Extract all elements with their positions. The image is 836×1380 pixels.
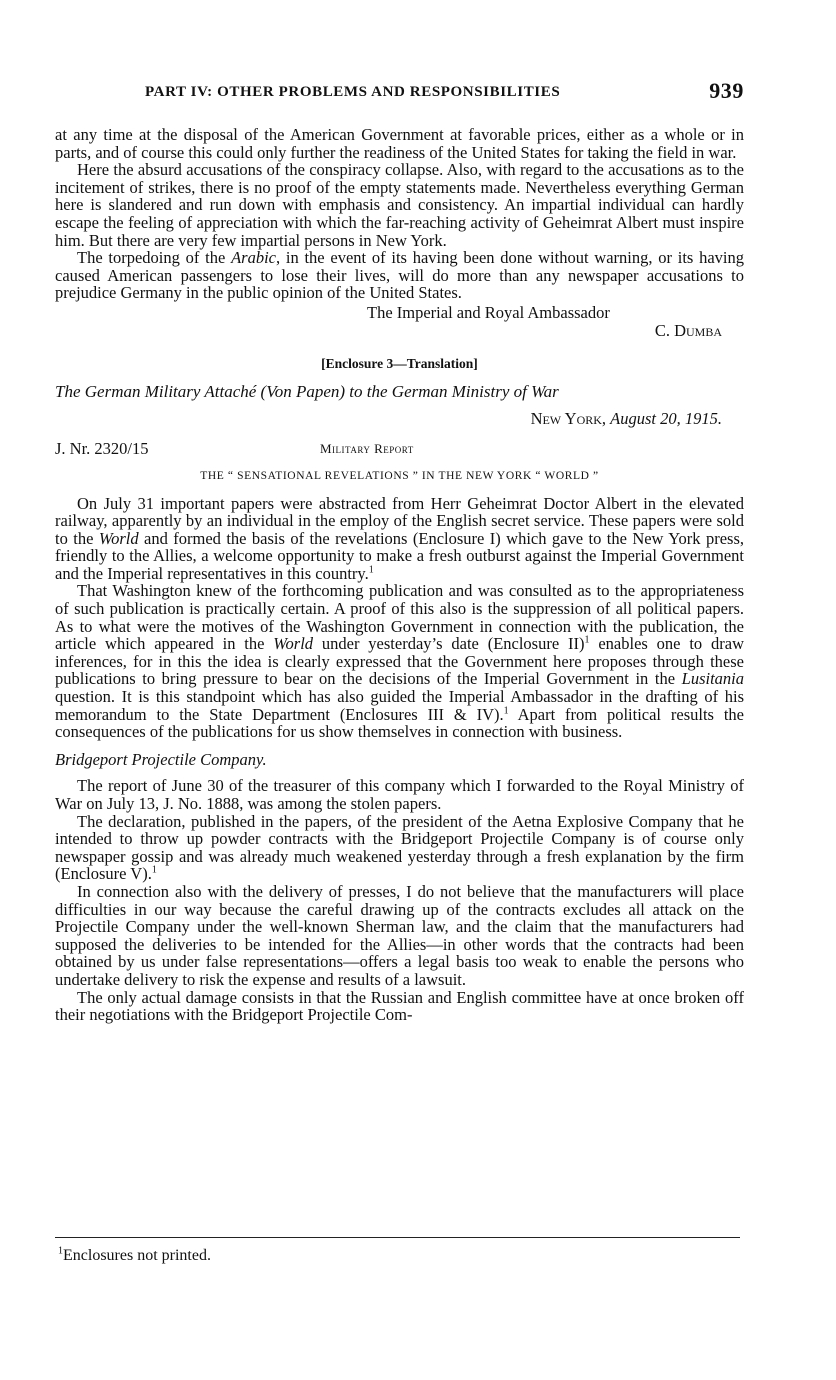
footnote: $^1$Enclosures not printed. [58,1245,211,1264]
footnote-ref: 1 [503,705,509,717]
enclosure-heading: [Enclosure 3—Translation] [321,356,478,372]
paragraph-arabic: The torpedoing of the Arabic, in the event of its having been done without warning, or its having caused American passengers to lose their lives, will do more than any newspaper accusations to prejudice Germany in the public opinion of the United States. [55,248,744,303]
document-title: The German Military Attaché (Von Papen) to the German Ministry of War [55,381,559,401]
paragraph-aetna: The declaration, published in the papers, of the president of the Aetna Explosive Company that he intended to throw up powder contracts with the Bridgeport Projectile Company is of course only newspaper gossip and was already much weakened yesterday through a fresh explanation by the firm (Enclosure V).$^1$ [55,811,744,884]
running-head: PART IV: OTHER PROBLEMS AND RESPONSIBILITIES [145,84,561,100]
footnote-ref: 1 [584,634,590,646]
page-header [55,78,744,108]
report-reference-line [55,440,744,458]
paragraph-stolen-papers: On July 31 important papers were abstracted from Herr Geheimrat Doctor Albert in the elevated railway, apparently by an individual in the employ of the English secret service. These papers were sold to the World and formed the basis of the revelations (Enclosure I) which gave to the New York press, friendly to the Allies, a welcome opportunity to make a fresh outburst against the Imperial Government and the Imperial representatives in this country.$^1$ [55,493,744,583]
report-subheading: THE “ SENSATIONAL REVELATIONS ” IN THE NEW YORK “ WORLD ” [200,469,599,482]
dateline [55,410,744,428]
paragraph-damage: The only actual damage consists in that the Russian and English committee have at once broken off their negotiations with the Bridgeport Projectile Com- [55,987,744,1025]
dateline-place: New York, [530,409,607,429]
page-body [55,126,744,1024]
section-heading: Bridgeport Projectile Company. [55,749,267,769]
footnote-text: Enclosures not printed. [63,1247,211,1264]
footnote-ref: 1 [151,864,157,876]
paragraph-washington: That Washington knew of the forthcoming publication and was consulted as to the appropriateness of such publication is practically certain. A proof of this also is the suppression of all political papers. As to what were the motives of the Washington Government in connection with the publication, the article which appeared in the World under yesterday’s date (Enclosure II)$^1$ enables one to draw inferences, for in this the idea is clearly expressed that the Government here proposes through these publications to bring pressure to bear on the decisions of the Imperial Government in the Lusitania question. It is this standpoint which has also guided the Imperial Ambassador in the drafting of his memorandum to the State Department (Enclosures III & IV).$^1$ Apart from political results the consequences of the publications for us show themselves in connection with business. [55,581,744,742]
footnote-rule [55,1237,740,1238]
report-number: J. Nr. 2320/15 [55,438,149,458]
report-title: Military Report [320,440,414,456]
closing-title: The Imperial and Royal Ambassador [367,302,610,322]
paragraph-presses: In connection also with the delivery of presses, I do not believe that the manufacturers will place difficulties in our way because the careful drawing up of the contracts excludes all attack on the Projectile Company under the well-known Sherman law, and the claim that the manufacturers had supposed the deliveries to be intended for the Allies—in other words that the contracts had been obtained by us under false representations—offers a legal basis too weak to enable the persons who undertake delivery to risk the expense and results of a lawsuit. [55,881,744,989]
paragraph-conspiracy: Here the absurd accusations of the conspiracy collapse. Also, with regard to the accusations as to the incitement of strikes, there is no proof of the empty statements made. Nevertheless everything German here is slandered and run down with emphasis and consistency. An impartial individual can hardly escape the feeling of appreciation with which the far-reaching activity of Geheimrat Albert must inspire him. But there are very few impartial persons in New York. [55,160,744,250]
page-number: 939 [709,78,744,103]
paragraph-treasurer-report: The report of June 30 of the treasurer of this company which I forwarded to the Royal Ministry of War on July 13, J. No. 1888, was among the stolen papers. [55,776,744,813]
continued-paragraph: at any time at the disposal of the American Government at favorable prices, either as a whole or in parts, and of course this could only further the readiness of the United States for taking the field in war. [55,125,744,162]
footnote-ref: 1 [368,564,374,576]
signature: C. Dumba [654,320,722,340]
ship-name-arabic: Arabic [231,248,276,268]
dateline-date: August 20, 1915. [610,409,722,429]
